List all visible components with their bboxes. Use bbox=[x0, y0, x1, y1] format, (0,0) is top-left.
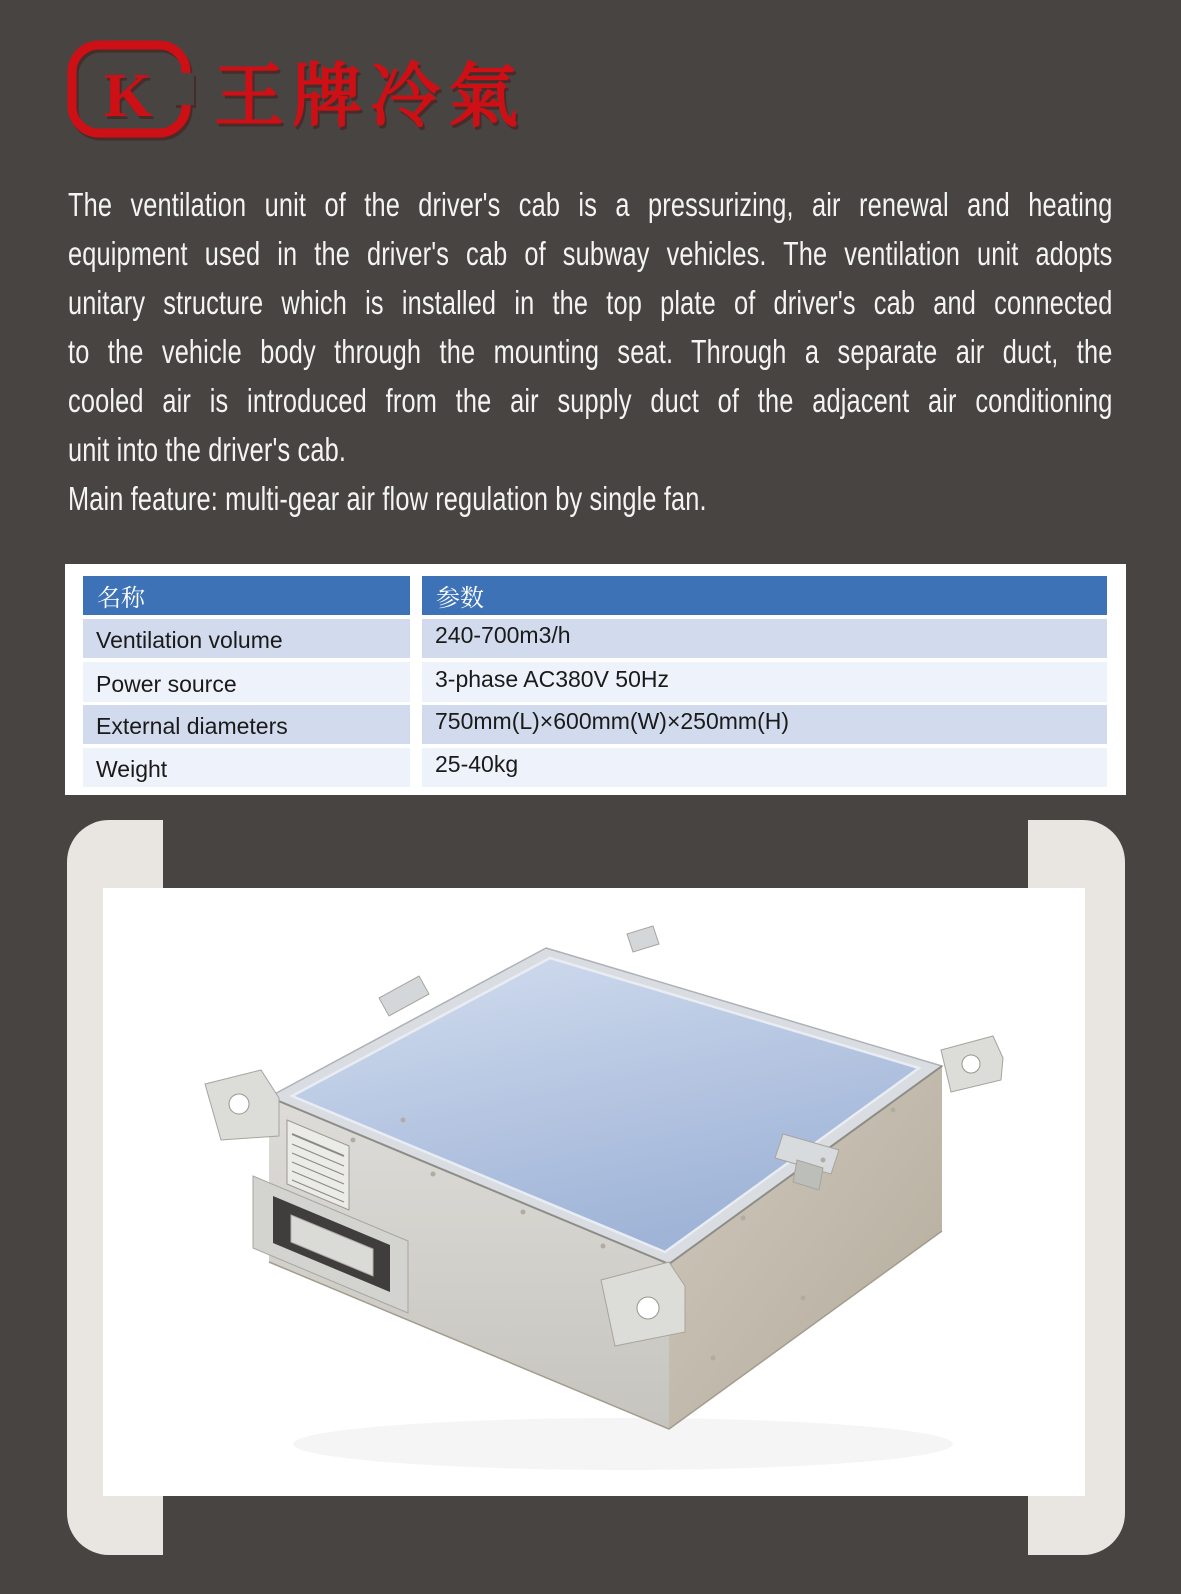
logo-letter: K bbox=[103, 62, 153, 130]
product-photo bbox=[103, 888, 1085, 1496]
intro-line: cooled air is introduced from the air supply duct of the adjacent air conditioning bbox=[68, 382, 1113, 419]
lid-tab-top bbox=[379, 976, 429, 1016]
spec-row-name: External diameters bbox=[83, 705, 410, 744]
spec-header-name: 名称 bbox=[83, 576, 410, 615]
k-mark-icon bbox=[72, 45, 194, 133]
spec-name-column bbox=[83, 576, 410, 791]
spec-row-value: 25-40kg bbox=[422, 748, 1107, 787]
spec-row-value: 750mm(L)×600mm(W)×250mm(H) bbox=[422, 705, 1107, 744]
ground-shadow bbox=[293, 1418, 953, 1470]
ventilation-unit-illustration bbox=[103, 888, 1085, 1496]
intro-line: The ventilation unit of the driver's cab is a pressurizing, air renewal and heating bbox=[68, 186, 1113, 223]
mount-bracket-left bbox=[205, 1070, 279, 1140]
spec-row-name: Ventilation volume bbox=[83, 619, 410, 658]
mount-bracket-far-right bbox=[941, 1036, 1003, 1092]
spec-row-value: 240-700m3/h bbox=[422, 619, 1107, 658]
spec-row-name: Weight bbox=[83, 748, 410, 787]
spec-table-card bbox=[65, 564, 1126, 795]
intro-line: to the vehicle body through the mounting seat. Through a separate air duct, the bbox=[68, 333, 1113, 370]
spec-header-value: 参数 bbox=[422, 576, 1107, 615]
intro-paragraph bbox=[68, 180, 1112, 523]
spec-row-value: 3-phase AC380V 50Hz bbox=[422, 662, 1107, 702]
intro-line: unitary structure which is installed in the top plate of driver's cab and connected bbox=[68, 284, 1113, 321]
brand-name-cjk: 王牌冷氣 bbox=[214, 59, 526, 136]
lid-tab-corner bbox=[627, 926, 659, 952]
frame-top-notch bbox=[163, 820, 1028, 888]
frame-bottom-notch bbox=[163, 1496, 1028, 1555]
brand-logo bbox=[62, 36, 582, 140]
spec-value-column bbox=[422, 576, 1107, 791]
intro-line: equipment used in the driver's cab of subway vehicles. The ventilation unit adopts bbox=[68, 235, 1113, 272]
intro-line: unit into the driver's cab. bbox=[68, 431, 347, 468]
main-feature-line: Main feature: multi-gear air flow regulation by single fan. bbox=[68, 480, 707, 517]
spec-row-name: Power source bbox=[83, 662, 410, 702]
